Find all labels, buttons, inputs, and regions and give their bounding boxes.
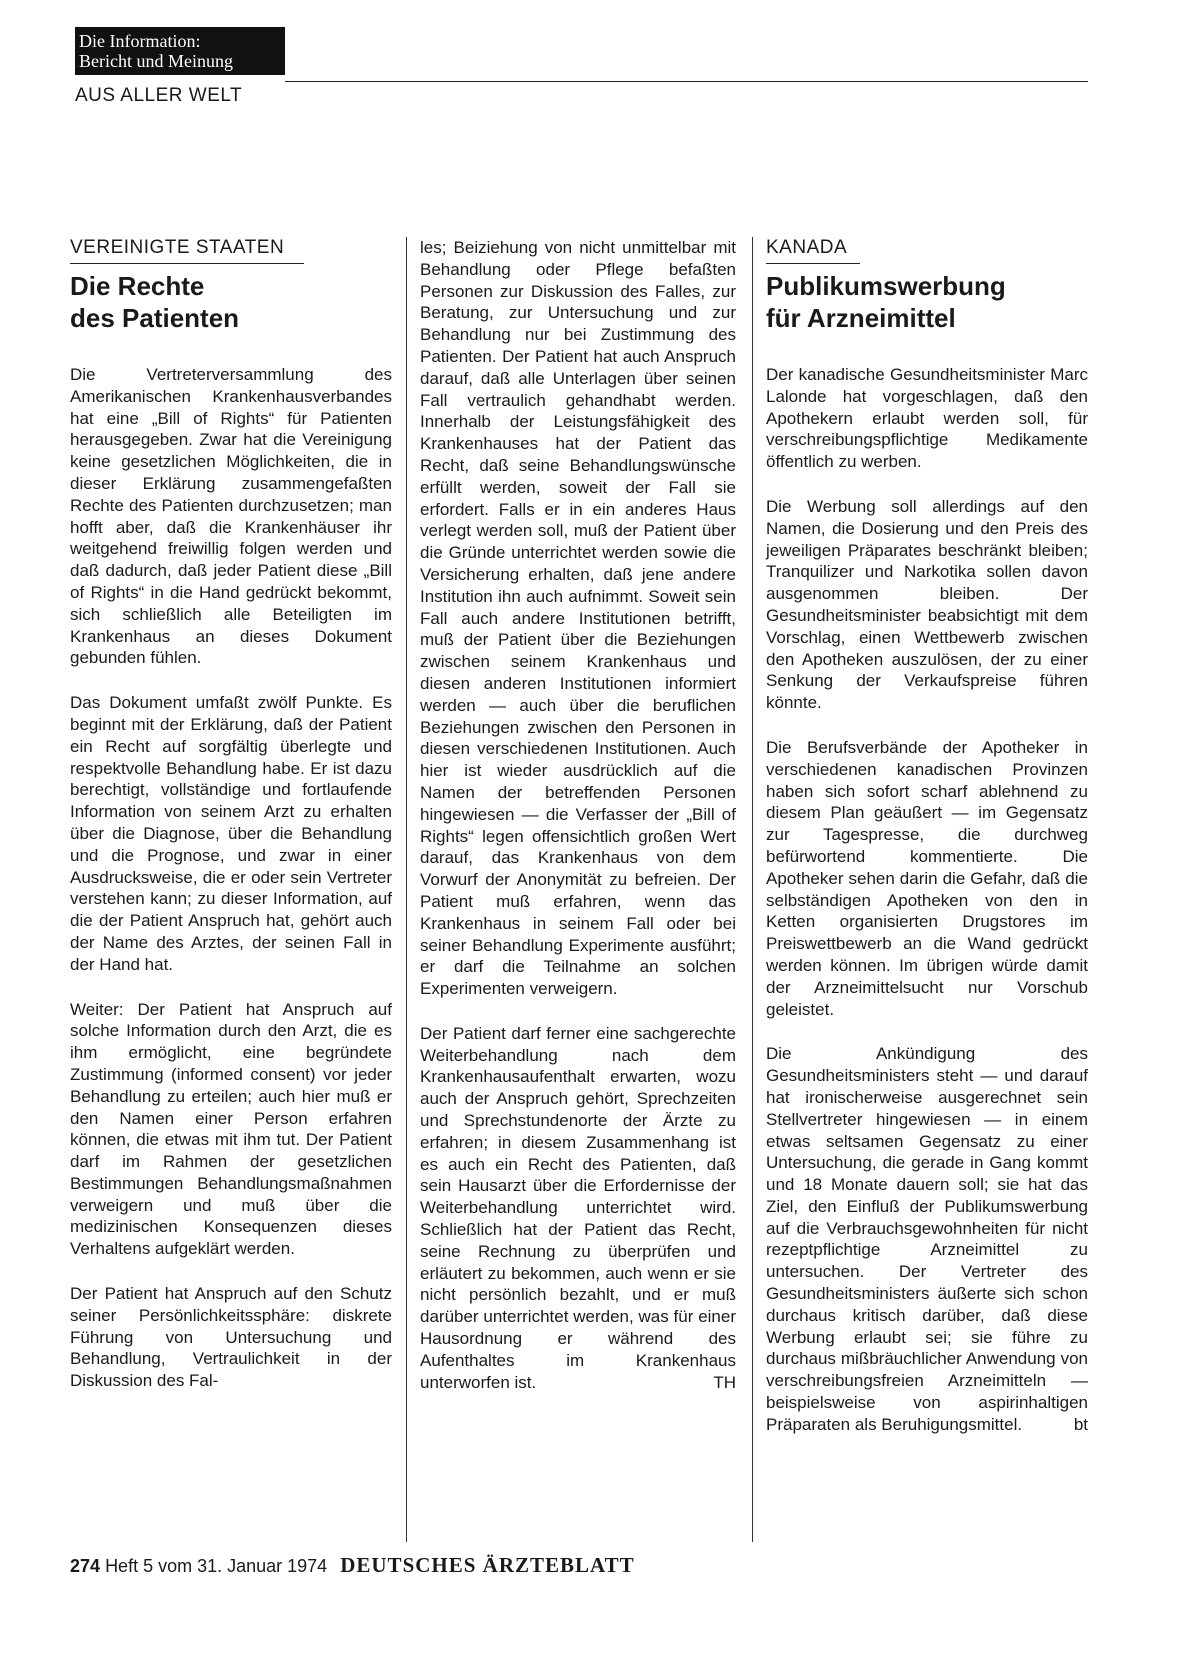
paragraph: Die Berufsverbände der Apotheker in verschiedenen kanadischen Provinzen haben sich sofort scharf ablehnend zu diesem Plan geäußert — im Gegensatz zur Tagespresse, die durchweg befürwortend kommentierte. Die Apotheker sehen darin die Gefahr, daß die selbständigen Apotheken von den in Ketten organisierten Drugstores im Preiswettbewerb an die Wand gedrückt werden können. Im übrigen würde damit der Arzneimittelsucht nur Vorschub geleistet. — [766, 737, 1088, 1019]
magazine-title: DEUTSCHES ÄRZTEBLATT — [340, 1553, 635, 1577]
paragraph: Der Patient darf ferner eine sachgerechte Weiterbehandlung nach dem Krankenhausaufenthalt erwarten, wozu auch der Anspruch gehört, Sprechzeiten und Sprechstundenorte der Ärzte zu erfahren; in diesem Zusammenhang ist es auch ein Recht des Patienten, daß sein Hausarzt über die Erfordernisse der Weiterbehandlung unterrichtet wird. Schließlich hat der Patient das Recht, seine Rechnung zu überprüfen und erläutert zu bekommen, auch wenn er sie nicht persönlich bezahlt, und er muß darüber unterrichtet werden, was für einer Hausordnung er während des Aufenthaltes im Krankenhaus unterworfen ist. TH — [420, 1023, 736, 1392]
article-canada-column — [766, 237, 1088, 1459]
article-usa-signature: TH — [713, 1372, 736, 1392]
article-canada-body — [766, 364, 1088, 1436]
article-canada-headline — [766, 270, 1088, 334]
paragraph: Die Vertreterversammlung des Amerikanischen Krankenhausverbandes hat eine „Bill of Rights“ für Patienten herausgegeben. Zwar hat die Vereinigung keine gesetzlichen Möglichkeiten, die in dieser Erklärung zusammengefaßten Rechte des Patienten durchzusetzen; man hofft aber, daß die Krankenhäuser ihr weitgehend freiwillig folgen werden und daß dadurch, daß jeder Patient diese „Bill of Rights“ in die Hand gedrückt bekommt, sich schließlich alle Beteiligten im Krankenhaus an dieses Dokument gebunden fühlen. — [70, 365, 392, 668]
header-label-box — [75, 27, 285, 75]
paragraph: Die Werbung soll allerdings auf den Namen, die Dosierung und den Preis des jeweiligen Präparates beschränkt bleiben; Tranquilizer und Narkotika sollen davon ausgenommen bleiben. Der Gesundheitsminister beabsichtigt mit dem Vorschlag, einen Wettbewerb zwischen den Apotheken auszulösen, der zu einer Senkung der Verkaufspreise führen könnte. — [766, 496, 1088, 713]
header-label-line2: Bericht und Meinung — [79, 51, 233, 71]
article-canada-signature: bt — [1073, 1414, 1088, 1434]
article-canada-kicker: KANADA — [766, 237, 860, 264]
paragraph: Weiter: Der Patient hat Anspruch auf solche Information durch den Arzt, die es ihm ermöglicht, eine begründete Zustimmung (informed consent) vor jeder Behandlung zu erteilen; auch hier muß er den Namen einer Person erfahren können, die etwas mit ihm tut. Der Patient darf im Rahmen der gesetzlichen Bestimmungen Behandlungsmaßnahmen verweigern und muß über die medizinischen Konsequenzen dieses Verhaltens aufgeklärt werden. — [70, 999, 392, 1259]
issue-info: Heft 5 vom 31. Januar 1974 — [105, 1556, 328, 1576]
article-canada-headline-line2: für Arzneimittel — [766, 303, 956, 333]
column-divider — [406, 237, 407, 1542]
article-usa-headline — [70, 270, 392, 334]
page-footer — [70, 1553, 635, 1578]
article-usa-continued-column — [420, 237, 736, 1416]
article-usa-continued-body — [420, 237, 736, 1393]
paragraph: Das Dokument umfaßt zwölf Punkte. Es beginnt mit der Erklärung, daß der Patient ein Recht auf sorgfältig überlegte und respektvolle Behandlung habe. Er ist dazu berechtigt, vollständige und fortlaufende Information von seinem Arzt zu erhalten über die Diagnose, über die Behandlung und die Prognose, und zwar in einer Ausdrucksweise, die er oder sein Vertreter verstehen kann; zu dieser Information, auf die der Patient Anspruch hat, gehört auch der Name des Arztes, der seinen Fall in der Hand hat. — [70, 693, 392, 974]
paragraph: Der Patient hat Anspruch auf den Schutz seiner Persönlichkeitssphäre: diskrete Führung von Untersuchung und Behandlung, Vertraulichkeit in der Diskussion des Fal- — [70, 1284, 392, 1391]
header-label-line1: Die Information: — [79, 31, 201, 51]
article-usa-kicker: VEREINIGTE STAATEN — [70, 237, 304, 264]
article-usa-column — [70, 237, 392, 1415]
column-divider — [752, 237, 753, 1542]
paragraph: Der kanadische Gesundheitsminister Marc Lalonde hat vorgeschlagen, daß den Apothekern erlaubt werden soll, für verschreibungspflichtige Medikamente öffentlich zu werben. — [766, 365, 1088, 472]
page-number: 274 — [70, 1556, 101, 1576]
article-usa-body — [70, 364, 392, 1392]
paragraph: Die Ankündigung des Gesundheitsministers steht — und darauf hat ironischerweise ausgerechnet sein Stellvertreter hingewiesen — in einem etwas seltsamen Gegensatz zu einer Untersuchung, die gerade in Gang kommt und 18 Monate dauern soll; sie hat das Ziel, den Einfluß der Publikumswerbung auf die Verbrauchsgewohnheiten für nicht rezeptpflichtige Arzneimittel zu untersuchen. Der Vertreter des Gesundheitsministers äußerte sich schon durchaus kritisch darüber, daß diese Werbung erlaubt sei; sie führe zu durchaus mißbräuchlicher Anwendung von verschreibungsfreien Arzneimitteln — beispielsweise von aspirinhaltigen Präparaten als Beruhigungsmittel. bt — [766, 1044, 1088, 1434]
header-rule — [285, 81, 1088, 82]
article-usa-headline-line2: des Patienten — [70, 303, 240, 333]
section-title: AUS ALLER WELT — [75, 85, 243, 106]
article-canada-headline-line1: Publikumswerbung — [766, 271, 1006, 301]
article-usa-headline-line1: Die Rechte — [70, 271, 205, 301]
paragraph: les; Beiziehung von nicht unmittelbar mit Behandlung oder Pflege befaßten Personen zur Diskussion des Falles, zur Beratung, zur Untersuchung und zur Behandlung nur bei Zustimmung des Patienten. Der Patient hat auch Anspruch darauf, daß alle Unterlagen über seinen Fall vertraulich gehandhabt werden. Innerhalb der Leistungsfähigkeit des Krankenhauses hat der Patient das Recht, daß seine Behandlungswünsche erfüllt werden, soweit der Fall sie erfordert. Falls er in ein anderes Haus verlegt werden soll, muß der Patient über die Gründe unterrichtet werden sowie die Versicherung erhalten, daß jene andere Institution ihn auch aufnimmt. Soweit sein Fall auch andere Institutionen betrifft, muß der Patient über die Beziehungen zwischen seinem Krankenhaus und diesen anderen Institutionen informiert werden — auch über die beruflichen Beziehungen zwischen den Personen in diesen verschiedenen Institutionen. Auch hier ist wieder ausdrücklich auf die Namen der betreffenden Personen hingewiesen — die Verfasser der „Bill of Rights“ legen offensichtlich großen Wert darauf, das Krankenhaus von dem Vorwurf der Anonymität zu befreien. Der Patient muß erfahren, wenn das Krankenhaus in seinem Fall oder bei seiner Behandlung Experimente ausführt; er darf die Teilnahme an solchen Experimenten verweigern. — [420, 238, 736, 999]
